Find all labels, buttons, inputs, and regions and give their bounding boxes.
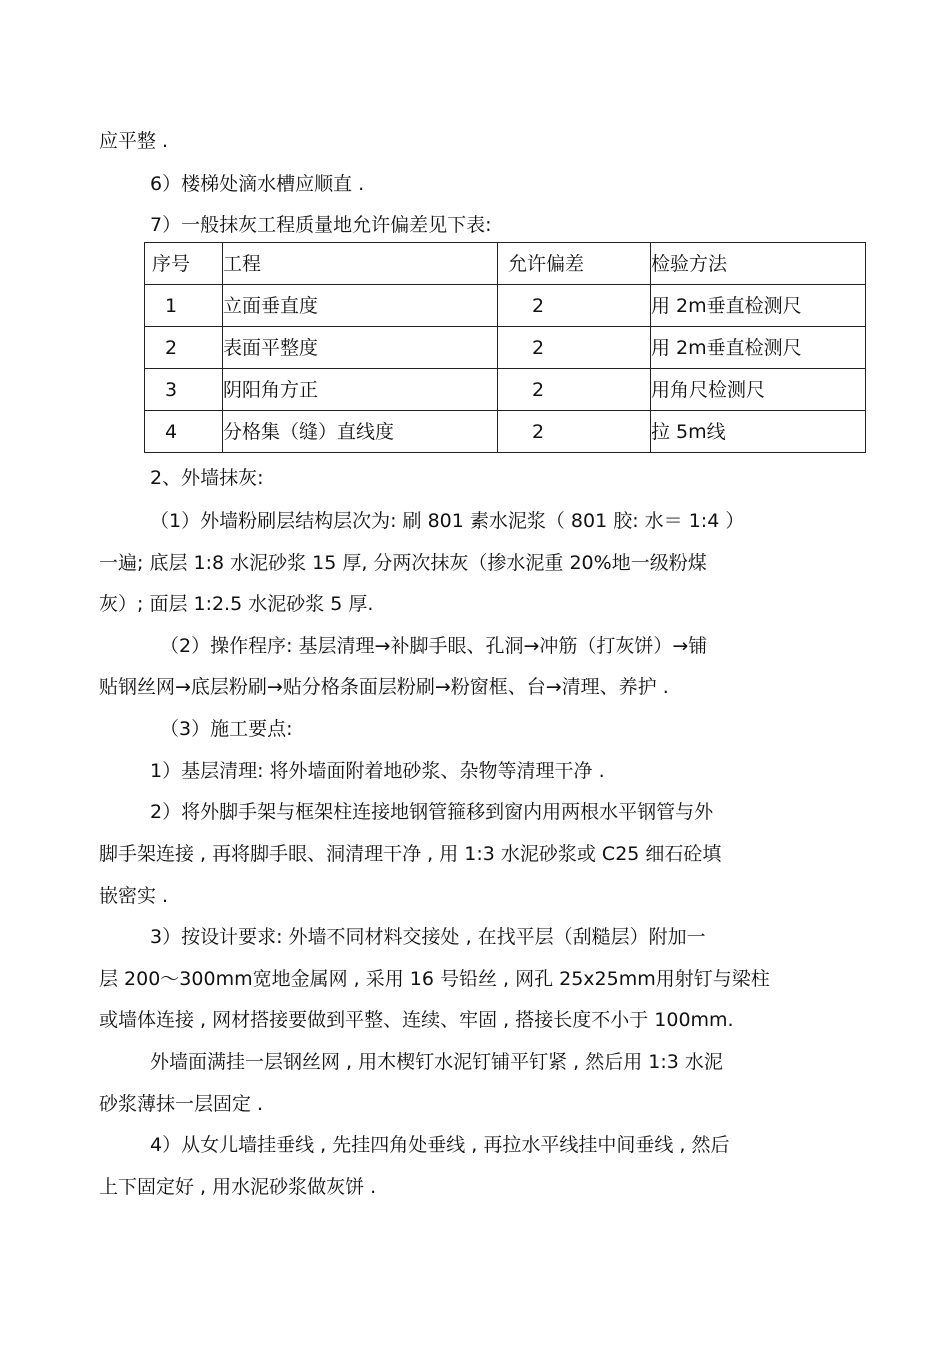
text-line-11: 1）基层清理: 将外墙面附着地砂浆、杂物等清理干净 . [150,760,605,782]
cell-tolerance: 2 [498,327,651,369]
table-row [145,327,866,369]
header-cell-item: 工程 [223,243,498,285]
table-row [145,369,866,411]
cell-no: 2 [145,327,223,369]
text-line-5: （1）外墙粉刷层结构层次为: 刷 801 素水泥浆（ 801 胶: 水＝ 1:4 ） [150,510,745,532]
text-line-3: 7）一般抹灰工程质量地允许偏差见下表: [150,214,492,236]
cell-method: 用角尺检测尺 [651,369,866,411]
text-line-16: 层 200～300mm宽地金属网 , 采用 16 号铅丝 , 网孔 25x25mm用射钉与梁柱 [99,968,770,990]
table-header-row [145,243,866,285]
table-row [145,285,866,327]
table-row [145,411,866,453]
text-line-10: （3）施工要点: [160,718,293,740]
text-line-20: 4）从女儿墙挂垂线 , 先挂四角处垂线 , 再拉水平线挂中间垂线 , 然后 [150,1134,730,1156]
cell-method: 用 2m垂直检测尺 [651,327,866,369]
header-cell-tolerance: 允许偏差 [498,243,651,285]
cell-item: 阴阳角方正 [223,369,498,411]
text-line-13: 脚手架连接 , 再将脚手眼、洞清理干净 , 用 1:3 水泥砂浆或 C25 细石砼填 [99,843,722,865]
text-line-12: 2）将外脚手架与框架柱连接地钢管箍移到窗内用两根水平钢管与外 [150,801,714,823]
cell-no: 4 [145,411,223,453]
tolerance-table [144,242,866,453]
text-line-14: 嵌密实 . [99,885,169,907]
text-line-21: 上下固定好 , 用水泥砂浆做灰饼 . [99,1176,377,1198]
header-cell-method: 检验方法 [651,243,866,285]
cell-tolerance: 2 [498,369,651,411]
text-line-15: 3）按设计要求: 外墙不同材料交接处 , 在找平层（刮糙层）附加一 [150,926,706,948]
cell-method: 用 2m垂直检测尺 [651,285,866,327]
text-line-7: 灰）; 面层 1:2.5 水泥砂浆 5 厚. [99,593,374,615]
text-line-1: 应平整 . [99,130,169,152]
cell-item: 立面垂直度 [223,285,498,327]
text-line-8: （2）操作程序: 基层清理→补脚手眼、孔洞→冲筋（打灰饼）→铺 [160,635,708,657]
cell-tolerance: 2 [498,411,651,453]
cell-method: 拉 5m线 [651,411,866,453]
cell-no: 3 [145,369,223,411]
header-cell-no: 序号 [145,243,223,285]
cell-no: 1 [145,285,223,327]
text-line-9: 贴钢丝网→底层粉刷→贴分格条面层粉刷→粉窗框、台→清理、养护 . [99,676,669,698]
cell-item: 分格集（缝）直线度 [223,411,498,453]
text-line-17: 或墙体连接 , 网材搭接要做到平整、连续、牢固 , 搭接长度不小于 100mm. [99,1009,734,1031]
cell-item: 表面平整度 [223,327,498,369]
text-line-19: 砂浆薄抹一层固定 . [99,1093,264,1115]
cell-tolerance: 2 [498,285,651,327]
section-heading: 2、外墙抹灰: [150,467,264,489]
text-line-18: 外墙面满挂一层钢丝网 , 用木楔钉水泥钉铺平钉紧 , 然后用 1:3 水泥 [150,1051,723,1073]
text-line-2: 6）楼梯处滴水槽应顺直 . [150,173,365,195]
text-line-6: 一遍; 底层 1:8 水泥砂浆 15 厚, 分两次抹灰（掺水泥重 20%地一级粉煤 [99,552,707,574]
